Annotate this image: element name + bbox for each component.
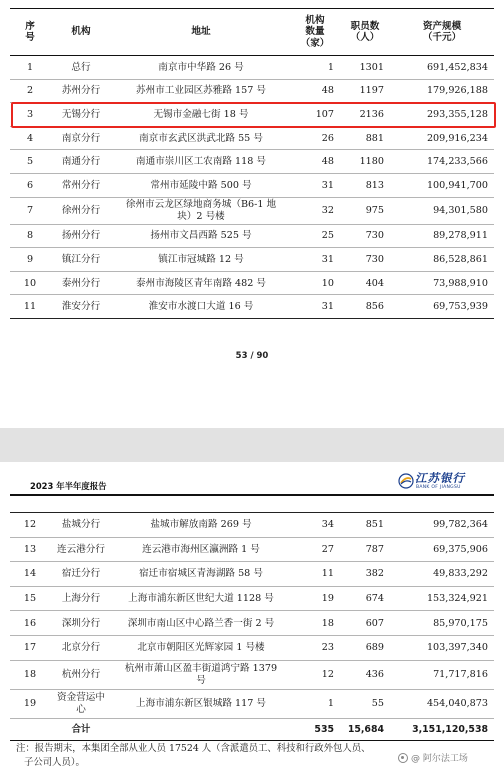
cell-addr: 北京市朝阳区光辉家园 1 号楼 xyxy=(137,642,265,654)
cell-seq: 13 xyxy=(23,543,37,555)
cell-staff: 851 xyxy=(365,519,384,531)
cell-staff: 813 xyxy=(365,179,384,191)
cell-seq: 6 xyxy=(26,179,34,191)
cell-assets: 103,397,340 xyxy=(426,642,488,654)
cell-assets: 454,040,873 xyxy=(426,698,488,710)
cell-org: 扬州分行 xyxy=(61,230,101,242)
cell-org: 无锡分行 xyxy=(61,108,101,120)
table-row xyxy=(10,79,494,103)
cell-count: 1 xyxy=(327,698,334,710)
bank-logo xyxy=(398,471,494,493)
header-assets: 资产规模 （千元） xyxy=(390,9,494,56)
cell-org: 北京分行 xyxy=(61,642,101,654)
cell-staff: 607 xyxy=(365,617,384,629)
bank-emblem-icon xyxy=(398,473,414,489)
cell-seq: 19 xyxy=(23,698,37,710)
watermark-text: @ 阿尔法工场 xyxy=(411,754,468,764)
table-row-highlighted xyxy=(10,103,494,127)
cell-assets: 94,301,580 xyxy=(433,205,488,217)
header-staff: 职员数 （人） xyxy=(340,9,390,56)
cell-assets: 100,941,700 xyxy=(426,179,488,191)
cell-count: 31 xyxy=(321,179,334,191)
total-assets: 3,151,120,538 xyxy=(412,723,488,735)
cell-addr: 连云港市海州区瀛洲路 1 号 xyxy=(142,543,260,555)
table-row xyxy=(10,635,494,660)
table-row xyxy=(10,660,494,689)
page-number: 53 / 90 xyxy=(235,351,269,361)
cell-count: 31 xyxy=(321,301,334,313)
table-row xyxy=(10,224,494,248)
cell-staff: 730 xyxy=(365,253,384,265)
header-org: 机构 xyxy=(50,9,112,56)
cell-assets: 179,926,188 xyxy=(426,85,488,97)
cell-seq: 1 xyxy=(26,61,34,73)
cell-staff: 856 xyxy=(365,301,384,313)
cell-org: 苏州分行 xyxy=(61,85,101,97)
cell-org: 常州分行 xyxy=(61,179,101,191)
cell-addr: 常州市延陵中路 500 号 xyxy=(150,179,252,191)
cell-count: 107 xyxy=(315,108,334,120)
footnote-line-2: 子公司人员）。 xyxy=(24,756,85,768)
cell-org: 南京分行 xyxy=(61,132,101,144)
cell-addr: 徐州市云龙区绿地商务城（B6-1 地 块）2 号楼 xyxy=(125,199,277,222)
cell-count: 27 xyxy=(321,543,334,555)
cell-staff: 1301 xyxy=(359,61,384,73)
cell-count: 32 xyxy=(321,205,334,217)
table-row xyxy=(10,537,494,562)
cell-count: 23 xyxy=(321,642,334,654)
cell-org: 泰州分行 xyxy=(61,277,101,289)
table-header-row xyxy=(10,9,494,56)
cell-org: 连云港分行 xyxy=(57,543,105,555)
cell-addr: 扬州市文昌西路 525 号 xyxy=(150,230,252,242)
cell-addr: 宿迁市宿城区青海湖路 58 号 xyxy=(139,568,263,580)
cell-assets: 49,833,292 xyxy=(433,568,488,580)
watermark-icon xyxy=(398,753,408,763)
cell-addr: 无锡市金融七街 18 号 xyxy=(153,108,249,120)
cell-seq: 4 xyxy=(26,132,34,144)
cell-seq: 14 xyxy=(23,568,37,580)
cell-seq: 8 xyxy=(26,230,34,242)
cell-staff: 689 xyxy=(365,642,384,654)
total-label: 合计 xyxy=(71,723,91,735)
branch-table-part2 xyxy=(10,512,494,741)
logo-text-cn: 江苏银行 xyxy=(415,471,465,485)
table-row xyxy=(10,689,494,718)
cell-count: 19 xyxy=(321,593,334,605)
cell-assets: 209,916,234 xyxy=(426,132,488,144)
header-rule xyxy=(10,494,494,496)
table-row xyxy=(10,150,494,174)
cell-org: 徐州分行 xyxy=(61,205,101,217)
cell-assets: 153,324,921 xyxy=(426,593,488,605)
cell-seq: 3 xyxy=(26,108,34,120)
table-row xyxy=(10,562,494,587)
cell-staff: 2136 xyxy=(359,108,384,120)
branch-table-part1 xyxy=(10,8,494,319)
cell-count: 48 xyxy=(321,85,334,97)
cell-seq: 11 xyxy=(23,301,37,313)
watermark xyxy=(398,751,468,764)
cell-assets: 71,717,816 xyxy=(433,669,488,681)
footnote-line-1: 注：报告期末，本集团全部从业人员 17524 人（含派遣员工、科技和行政外包人员、 xyxy=(16,743,371,754)
cell-addr: 深圳市南山区中心路兰香一街 2 号 xyxy=(127,617,275,629)
cell-org: 淮安分行 xyxy=(61,301,101,313)
cell-assets: 85,970,175 xyxy=(433,617,488,629)
total-staff: 15,684 xyxy=(347,723,384,735)
cell-assets: 691,452,834 xyxy=(426,61,488,73)
cell-count: 34 xyxy=(321,519,334,531)
table-row xyxy=(10,513,494,538)
cell-count: 26 xyxy=(321,132,334,144)
cell-seq: 10 xyxy=(23,277,37,289)
cell-assets: 86,528,861 xyxy=(433,253,488,265)
cell-seq: 12 xyxy=(23,519,37,531)
cell-staff: 975 xyxy=(365,205,384,217)
cell-assets: 99,782,364 xyxy=(433,519,488,531)
cell-seq: 17 xyxy=(23,642,37,654)
cell-org: 资金营运中 心 xyxy=(57,692,105,715)
cell-assets: 69,753,939 xyxy=(433,301,488,313)
table-total-row xyxy=(10,718,494,740)
table-row xyxy=(10,295,494,319)
cell-seq: 18 xyxy=(23,669,37,681)
cell-count: 10 xyxy=(321,277,334,289)
cell-staff: 382 xyxy=(365,568,384,580)
cell-org: 深圳分行 xyxy=(61,617,101,629)
table-row xyxy=(10,56,494,80)
cell-addr: 苏州市工业园区苏雅路 157 号 xyxy=(136,85,266,97)
cell-staff: 1180 xyxy=(359,156,384,168)
cell-addr: 南京市中华路 26 号 xyxy=(158,61,244,73)
cell-seq: 16 xyxy=(23,617,37,629)
cell-staff: 1197 xyxy=(359,85,384,97)
table-row xyxy=(10,271,494,295)
cell-addr: 泰州市海陵区青年南路 482 号 xyxy=(136,277,266,289)
total-count: 535 xyxy=(314,723,334,735)
table-row xyxy=(10,248,494,272)
cell-count: 48 xyxy=(321,156,334,168)
cell-assets: 69,375,906 xyxy=(433,543,488,555)
cell-assets: 73,988,910 xyxy=(433,277,488,289)
logo-text-en: BANK OF JIANGSU xyxy=(416,485,461,490)
cell-staff: 881 xyxy=(365,132,384,144)
cell-org: 上海分行 xyxy=(61,593,101,605)
cell-count: 25 xyxy=(321,230,334,242)
cell-staff: 55 xyxy=(371,698,384,710)
table-row xyxy=(10,197,494,224)
document-page-54 xyxy=(0,462,504,777)
cell-org: 杭州分行 xyxy=(61,669,101,681)
table-row xyxy=(10,586,494,611)
cell-addr: 南京市玄武区洪武北路 55 号 xyxy=(139,132,263,144)
cell-seq: 5 xyxy=(26,156,34,168)
cell-staff: 436 xyxy=(365,669,384,681)
cell-seq: 7 xyxy=(26,205,34,217)
cell-assets: 89,278,911 xyxy=(433,230,488,242)
cell-addr: 盐城市解放南路 269 号 xyxy=(150,519,252,531)
cell-addr: 上海市浦东新区银城路 117 号 xyxy=(136,698,266,710)
cell-org: 盐城分行 xyxy=(61,519,101,531)
cell-org: 镇江分行 xyxy=(61,253,101,265)
cell-count: 18 xyxy=(321,617,334,629)
cell-staff: 404 xyxy=(365,277,384,289)
cell-count: 11 xyxy=(321,568,334,580)
cell-count: 1 xyxy=(327,61,334,73)
cell-staff: 674 xyxy=(365,593,384,605)
cell-addr: 南通市崇川区工农南路 118 号 xyxy=(136,156,266,168)
cell-staff: 787 xyxy=(365,543,384,555)
cell-assets: 174,233,566 xyxy=(426,156,488,168)
page-separator xyxy=(0,428,504,462)
cell-org: 总行 xyxy=(71,61,91,73)
cell-count: 31 xyxy=(321,253,334,265)
cell-seq: 15 xyxy=(23,593,37,605)
cell-addr: 镇江市冠城路 12 号 xyxy=(158,253,244,265)
cell-staff: 730 xyxy=(365,230,384,242)
cell-seq: 9 xyxy=(26,253,34,265)
cell-org: 宿迁分行 xyxy=(61,568,101,580)
table-row xyxy=(10,611,494,636)
cell-addr: 淮安市水渡口大道 16 号 xyxy=(148,301,254,313)
cell-assets: 293,355,128 xyxy=(426,108,488,120)
cell-org: 南通分行 xyxy=(61,156,101,168)
cell-count: 12 xyxy=(321,669,334,681)
table-row xyxy=(10,173,494,197)
cell-addr: 杭州市萧山区盈丰街道鸿宁路 1379 号 xyxy=(124,663,278,686)
header-addr: 地址 xyxy=(112,9,290,56)
cell-addr: 上海市浦东新区世纪大道 1128 号 xyxy=(128,593,274,605)
header-seq: 序 号 xyxy=(10,9,50,56)
report-title: 2023 年半年度报告 xyxy=(30,481,107,491)
header-count: 机构 数量 （家） xyxy=(290,9,340,56)
table-row xyxy=(10,126,494,150)
cell-seq: 2 xyxy=(26,85,34,97)
